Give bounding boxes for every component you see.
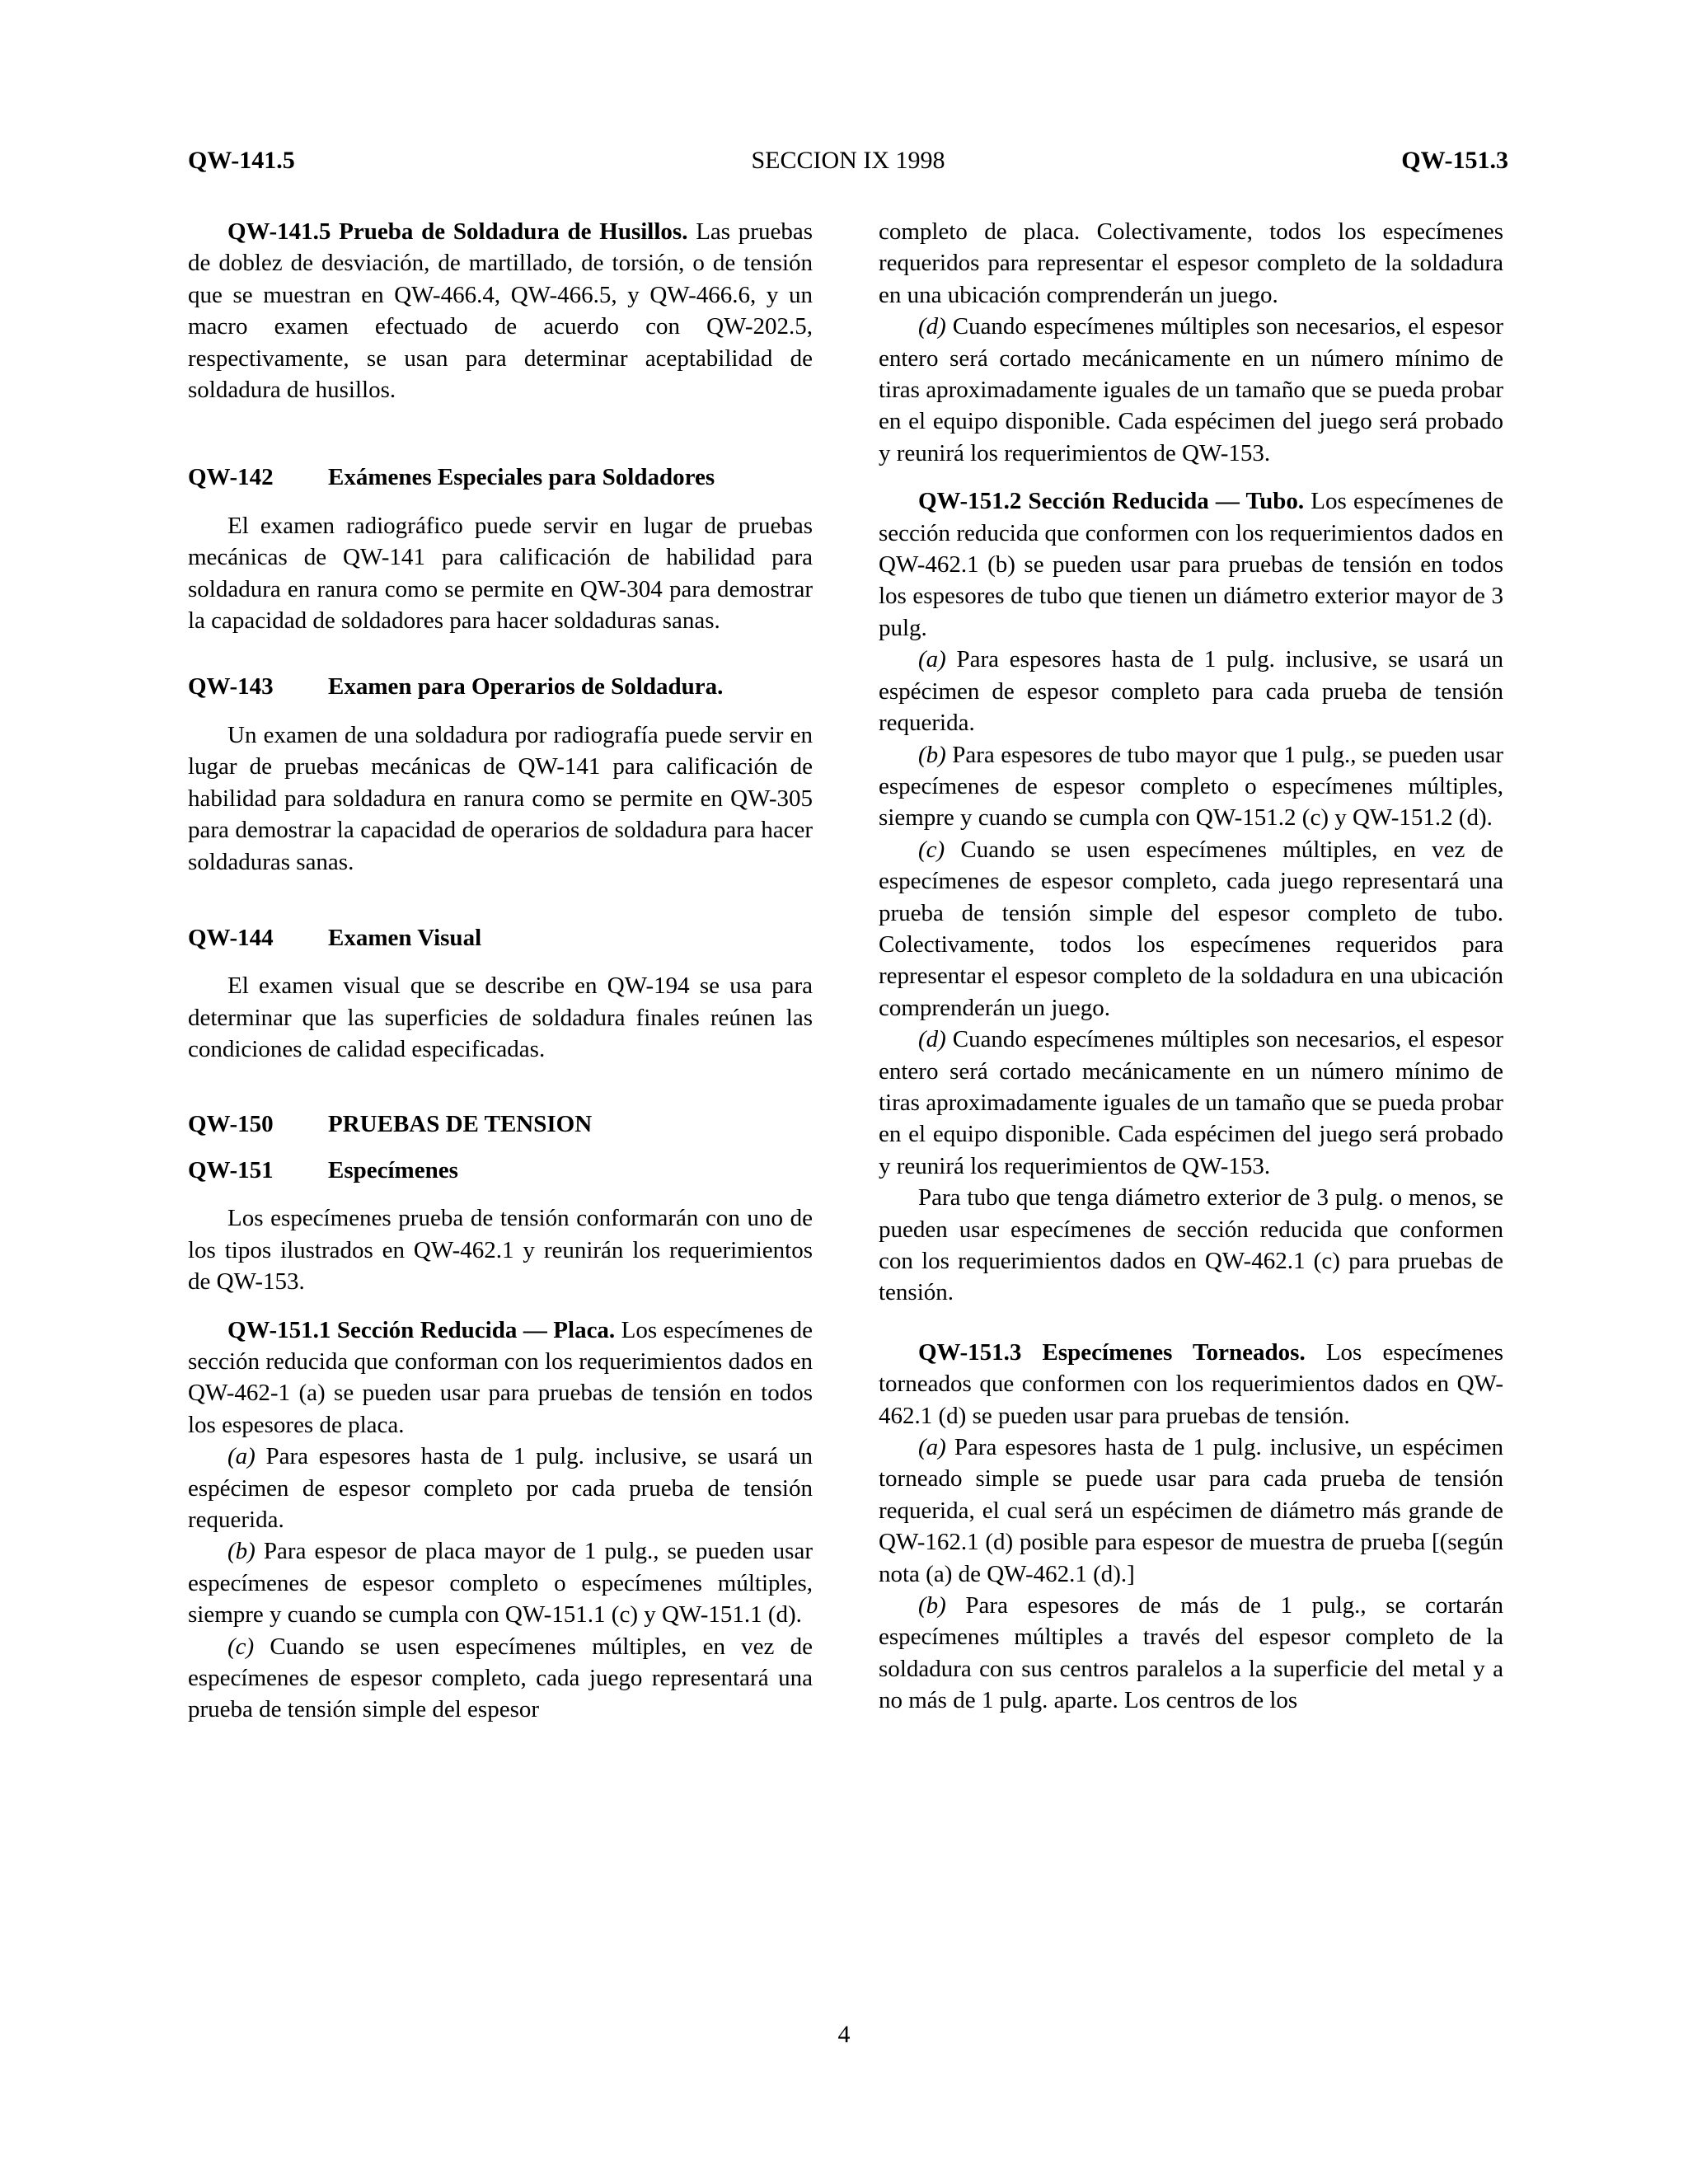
paragraph-qw-151-3	[879, 1337, 1503, 1432]
heading-qw-150	[188, 1108, 813, 1140]
heading-number: QW-142	[188, 464, 274, 491]
paragraph-item-a	[879, 644, 1503, 738]
heading-qw-142	[188, 462, 813, 493]
paragraph-item-a	[188, 1441, 813, 1535]
heading-title: Examen para Operarios de Soldadura.	[328, 673, 724, 701]
item-text: Cuando se usen especímenes múltiples, en vez de especímenes de espesor completo, cada juego representará una prueba de tensión simple del espesor	[188, 1633, 813, 1723]
item-label: (d)	[918, 313, 946, 340]
paragraph-item-a	[879, 1432, 1503, 1590]
paragraph-title: QW-151.1 Sección Reducida — Placa.	[227, 1316, 616, 1343]
paragraph-item-c	[188, 1631, 813, 1726]
paragraph-qw-141-5	[188, 216, 813, 405]
paragraph-text: Los especímenes de sección reducida que conforman con los requerimientos dados en QW-462-1 (a) se pueden usar para pruebas de tensión en todos los espesores de placa.	[188, 1316, 813, 1438]
item-text: Para espesores hasta de 1 pulg. inclusive, se usará un espécimen de espesor completo para cada prueba de tensión requerida.	[879, 646, 1503, 737]
item-label: (c)	[227, 1633, 255, 1660]
item-label: (b)	[918, 741, 946, 768]
item-label: (d)	[918, 1026, 946, 1053]
item-label: (b)	[918, 1592, 946, 1619]
header-section-right: QW-151.3	[1401, 147, 1508, 174]
paragraph-text: Los especímenes torneados que conformen con los requerimientos dados en QW-462.1 (d) se pueden usar para pruebas de tensión.	[879, 1338, 1503, 1429]
item-text: Cuando especímenes múltiples son necesarios, el espesor entero será cortado mecánicamente en un número mínimo de tiras aproximadamente iguales de un tamaño que se pueda probar en el equipo disponible. Cada espécimen del juego será probado y reunirá los requerimientos de QW-153.	[879, 1026, 1503, 1179]
paragraph-item-b	[879, 739, 1503, 834]
paragraph-title: QW-151.2 Sección Reducida — Tubo.	[918, 488, 1305, 515]
left-column	[188, 216, 813, 1726]
item-text: Para espesores de tubo mayor que 1 pulg., se pueden usar especímenes de espesor completo o especímenes múltiples, siempre y cuando se cumpla con QW-151.2 (c) y QW-151.2 (d).	[879, 741, 1503, 832]
item-label: (c)	[918, 836, 945, 863]
heading-qw-144	[188, 922, 813, 954]
right-column	[879, 216, 1503, 1717]
heading-number: QW-143	[188, 673, 274, 701]
paragraph-qw-144: El examen visual que se describe en QW-194 se usa para determinar que las superficies de soldadura finales reúnen las condiciones de calidad especificadas.	[188, 972, 813, 1063]
item-label: (a)	[918, 1434, 946, 1461]
heading-qw-151	[188, 1155, 813, 1186]
heading-title: Especímenes	[328, 1156, 458, 1183]
item-label: (a)	[227, 1443, 256, 1470]
heading-title: Examen Visual	[328, 924, 482, 951]
paragraph-qw-151-1	[188, 1315, 813, 1441]
page-header	[188, 147, 1508, 180]
heading-number: QW-150	[188, 1110, 274, 1137]
paragraph-item-b	[879, 1590, 1503, 1717]
item-label: (b)	[227, 1538, 256, 1565]
paragraph-item-c	[879, 834, 1503, 1024]
item-text: Para espesores hasta de 1 pulg. inclusive, un espécimen torneado simple se puede usar para cada prueba de tensión requerida, el cual será un espécimen de diámetro más grande de QW-162.1 (d) posible para espesor de muestra de prueba [(según nota (a) de QW-462.1 (d).]	[879, 1434, 1503, 1587]
paragraph-title: QW-141.5 Prueba de Soldadura de Husillos.	[227, 218, 688, 245]
paragraph-item-d	[879, 1024, 1503, 1182]
paragraph-qw-151-2	[879, 485, 1503, 644]
item-text: Para espesores hasta de 1 pulg. inclusive, se usará un espécimen de espesor completo por cada prueba de tensión requerida.	[188, 1443, 813, 1533]
heading-qw-143	[188, 671, 813, 702]
item-text: Para espesor de placa mayor de 1 pulg., se pueden usar especímenes de espesor completo o especímenes múltiples, siempre y cuando se cumpla con QW-151.1 (c) y QW-151.1 (d).	[188, 1538, 813, 1629]
item-text: Para espesores de más de 1 pulg., se cortarán especímenes múltiples a través del espesor completo de la soldadura con sus centros paralelos a la superficie del metal y a no más de 1 pulg. aparte. Los centros de los	[879, 1592, 1503, 1714]
item-label: (a)	[918, 646, 946, 673]
paragraph-text: Los especímenes de sección reducida que conformen con los requerimientos dados en QW-462.1 (b) se pueden usar para pruebas de tensión en todos los espesores de tubo que tienen un diámetro exterior mayor de 3 pulg.	[879, 488, 1504, 641]
item-text: Cuando se usen especímenes múltiples, en vez de especímenes de espesor completo, cada juego representará una prueba de tensión simple del espesor completo de tubo. Colectivamente, todos los especímenes requeridos para representar el espesor completo de la soldadura en una ubicación comprenderán un juego.	[879, 836, 1503, 1021]
item-text: Cuando especímenes múltiples son necesarios, el espesor entero será cortado mecánicamente en un número mínimo de tiras aproximadamente iguales de un tamaño que se pueda probar en el equipo disponible. Cada espécimen del juego será probado y reunirá los requerimientos de QW-153.	[879, 313, 1503, 466]
paragraph-text: Las pruebas de doblez de desviación, de martillado, de torsión, o de tensión que se muestran en QW-466.4, QW-466.5, y QW-466.6, y un macro examen efectuado de acuerdo con QW-202.5, respectivamente, se usan para determinar aceptabilidad de soldadura de husillos.	[188, 218, 813, 404]
paragraph-item-d	[879, 311, 1503, 469]
paragraph-qw-142: El examen radiográfico puede servir en lugar de pruebas mecánicas de QW-141 para calificación de habilidad para soldadura en ranura como se permite en QW-304 para demostrar la capacidad de soldadores para hacer soldaduras sanas.	[188, 512, 813, 635]
header-title: SECCION IX 1998	[751, 147, 945, 174]
heading-number: QW-144	[188, 924, 274, 951]
heading-title: Exámenes Especiales para Soldadores	[328, 464, 715, 491]
paragraph-title: QW-151.3 Especímenes Torneados.	[918, 1338, 1306, 1366]
paragraph-qw-151: Los especímenes prueba de tensión conformarán con uno de los tipos ilustrados en QW-462.1 y reunirán los requerimientos de QW-153.	[188, 1205, 813, 1296]
heading-number: QW-151	[188, 1156, 274, 1183]
paragraph-small-tube: Para tubo que tenga diámetro exterior de 3 pulg. o menos, se pueden usar especímenes de sección reducida que conformen con los requerimientos dados en QW-462.1 (c) para pruebas de tensión.	[879, 1184, 1503, 1306]
paragraph-item-b	[188, 1535, 813, 1630]
heading-title: PRUEBAS DE TENSION	[328, 1110, 593, 1137]
paragraph-continuation: completo de placa. Colectivamente, todos los especímenes requeridos para representar el espesor completo de la soldadura en una ubicación comprenderán un juego.	[879, 218, 1503, 308]
header-section-left: QW-141.5	[188, 147, 295, 174]
paragraph-qw-143: Un examen de una soldadura por radiografía puede servir en lugar de pruebas mecánicas de QW-141 para calificación de habilidad para soldadura en ranura como se permite en QW-305 para demostrar la capacidad de operarios de soldadura para hacer soldaduras sanas.	[188, 721, 813, 875]
page-number: 4	[837, 2021, 851, 2048]
